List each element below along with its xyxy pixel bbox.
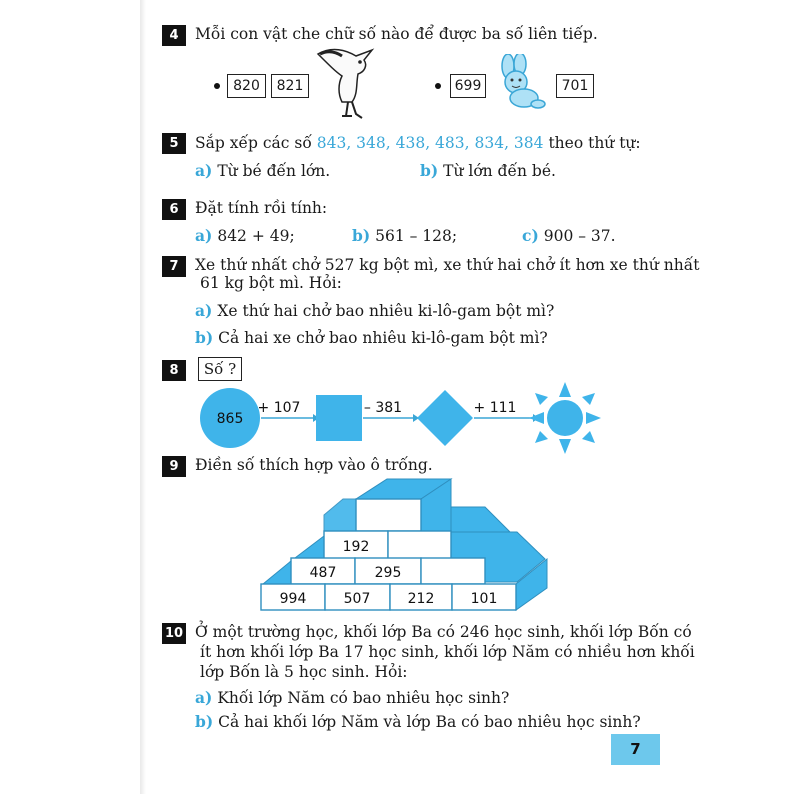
question-6-part-c: c) 900 – 37. bbox=[522, 226, 616, 245]
brick-value: 192 bbox=[342, 539, 370, 555]
question-10-line-1: Ở một trường học, khối lớp Ba có 246 học sinh, khối lớp Bốn có bbox=[195, 623, 692, 641]
question-4-number: 4 bbox=[162, 25, 186, 46]
page-number: 7 bbox=[611, 734, 660, 765]
question-7-part-b: b) Cả hai xe chở bao nhiêu ki-lô-gam bột mì? bbox=[195, 328, 548, 347]
number-box: 820 bbox=[227, 74, 266, 98]
bullet bbox=[435, 83, 441, 89]
arrow-chain-diagram bbox=[195, 378, 615, 458]
question-6-number: 6 bbox=[162, 199, 186, 220]
brick-value: 295 bbox=[374, 565, 402, 581]
question-5-prompt: Sắp xếp các số 843, 348, 438, 483, 834, 384 theo thứ tự: bbox=[195, 134, 641, 152]
operation-3: + 111 bbox=[473, 400, 517, 416]
number-box: 701 bbox=[556, 74, 594, 98]
question-10-line-2: ít hơn khối lớp Ba 17 học sinh, khối lớp Năm có nhiều hơn khối bbox=[200, 643, 695, 661]
rabbit-icon bbox=[494, 54, 552, 110]
question-10-line-3: lớp Bốn là 5 học sinh. Hỏi: bbox=[200, 663, 408, 681]
question-5-number: 5 bbox=[162, 133, 186, 154]
bullet bbox=[214, 83, 220, 89]
blank-diamond bbox=[417, 390, 473, 446]
question-9-number: 9 bbox=[162, 456, 186, 477]
number-box: 821 bbox=[271, 74, 309, 98]
question-6-part-b: b) 561 – 128; bbox=[352, 226, 458, 245]
brick-value: 994 bbox=[279, 591, 307, 607]
start-value: 865 bbox=[216, 411, 244, 427]
question-5-part-a: a) Từ bé đến lớn. bbox=[195, 161, 331, 180]
brick-pyramid bbox=[255, 476, 555, 616]
question-10-part-a: a) Khối lớp Năm có bao nhiêu học sinh? bbox=[195, 688, 510, 707]
question-4-prompt: Mỗi con vật che chữ số nào để được ba số liên tiếp. bbox=[195, 25, 598, 43]
brick-value: 212 bbox=[407, 591, 435, 607]
question-6-part-a: a) 842 + 49; bbox=[195, 226, 295, 245]
page-gutter bbox=[140, 0, 146, 794]
operation-1: + 107 bbox=[257, 400, 301, 416]
question-10-part-b: b) Cả hai khối lớp Năm và lớp Ba có bao nhiêu học sinh? bbox=[195, 712, 641, 731]
brick-value: 487 bbox=[309, 565, 337, 581]
question-8-number: 8 bbox=[162, 360, 186, 381]
sun-icon bbox=[529, 382, 601, 454]
question-7-number: 7 bbox=[162, 256, 186, 277]
question-9-prompt: Điền số thích hợp vào ô trống. bbox=[195, 456, 433, 474]
question-8-label: Số ? bbox=[198, 357, 242, 381]
brick-value: 101 bbox=[470, 591, 498, 607]
question-7-line-1: Xe thứ nhất chở 527 kg bột mì, xe thứ hai chở ít hơn xe thứ nhất bbox=[195, 256, 700, 274]
number-box: 699 bbox=[450, 74, 486, 98]
blank-square bbox=[316, 395, 362, 441]
number-list: 843, 348, 438, 483, 834, 384 bbox=[316, 134, 544, 152]
question-5-part-b: b) Từ lớn đến bé. bbox=[420, 161, 556, 180]
stork-icon bbox=[312, 44, 382, 122]
question-10-number: 10 bbox=[162, 623, 186, 644]
operation-2: – 381 bbox=[363, 400, 403, 416]
brick-value: 507 bbox=[343, 591, 371, 607]
question-7-line-2: 61 kg bột mì. Hỏi: bbox=[200, 274, 342, 292]
question-7-part-a: a) Xe thứ hai chở bao nhiêu ki-lô-gam bột mì? bbox=[195, 301, 555, 320]
question-6-prompt: Đặt tính rồi tính: bbox=[195, 199, 328, 217]
